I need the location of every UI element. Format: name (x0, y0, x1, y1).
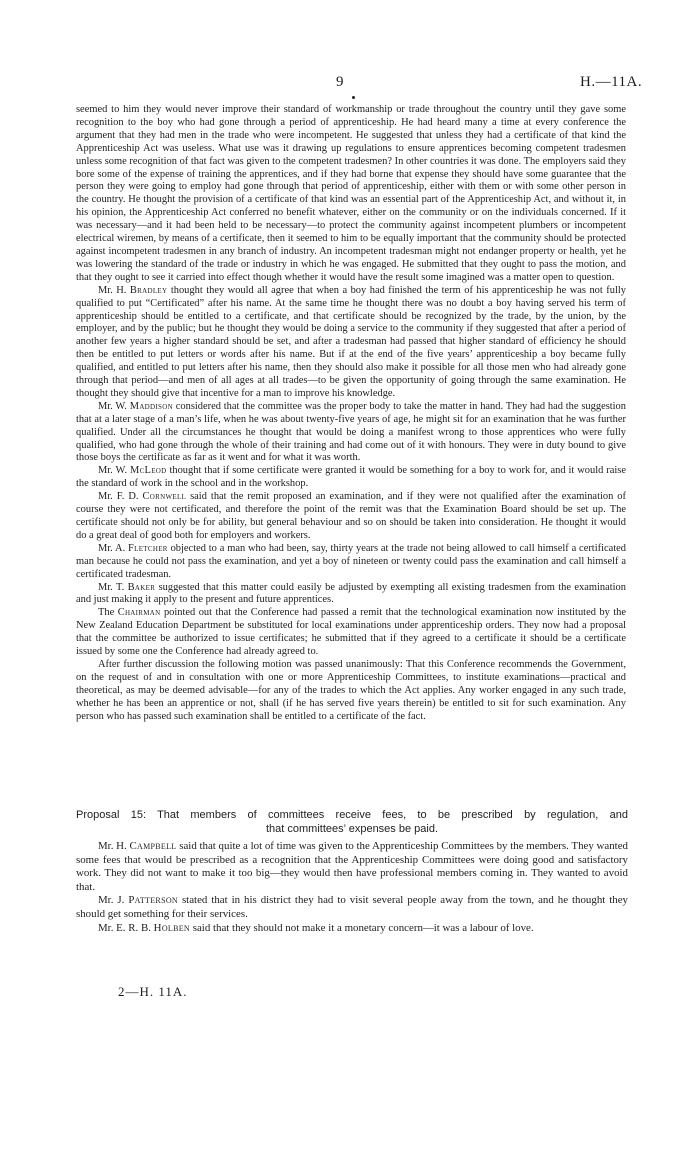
speaker-name: Baker (127, 581, 156, 593)
print-mark (352, 96, 355, 99)
speaker-name: Bradley (129, 284, 168, 296)
paragraph-fletcher (76, 543, 626, 582)
paragraph-text: objected to a man who had been, say, thirty years at the trade not being allowed to call himself a certificated man because he could not pass the examination, and yet a boy of nineteen or twenty could pass the examination and call himself a certificated tradesman. (76, 542, 626, 580)
paragraph-campbell (76, 840, 628, 894)
speaker-prefix: Mr. H. (98, 840, 130, 852)
speaker-name: Fletcher (128, 542, 168, 554)
proposal-heading (76, 808, 628, 836)
speaker-name: Patterson (128, 894, 178, 907)
paragraph-text: After further discussion the following motion was passed unanimously: That this Conference recommends the Government, on the request of and in consultation with one or more Apprenticeship Committees, to institute examinations—practical and theoretical, as may be deemed advisable—for any of the trades to which the Act applies. Any worker engaged in any such trade, whether he has been an apprentice or not, shall (if he has served five years therein) be entitled to sit for such examination. Any person who has passed such examination shall be entitled to a certificate of the fact. (76, 658, 626, 722)
proposal-line-1: Proposal 15: That members of committees receive fees, to be prescribed by regulation, and (76, 809, 628, 821)
paragraph-patterson (76, 894, 628, 921)
paragraph-text: thought they would all agree that when a boy had finished the term of his apprenticeship he was not fully qualified to put “Certificated” after his name. At the same time he thought there was no doubt a boy having served his term of apprenticeship should be entitled to a certificate, and that certificate should be recognized by the trade, by the union, by the employer, and by the public; but he thought they would be doing a service to the community if they suggested that after a period of another few years a higher standard should be set, and after a tradesman had passed that higher standard of efficiency he should then be entitled to put letters or words after his name. But if at the end of the five years’ apprenticeship a boy became fully qualified, and entitled to put letters after his name, then they should also make it possible for all those men who had already gone through that period—and men of all ages at all trades—to be given the opportunity of going through the same examination. He thought they should give that incentive for a man to improve his knowledge. (76, 284, 626, 399)
speaker-prefix: Mr. W. (98, 400, 130, 412)
page-header (0, 74, 700, 94)
paragraph-bradley (76, 285, 626, 401)
paragraph-text: said that the remit proposed an examination, and if they were not qualified after the examination of course they were not certificated, and therefore the point of the remit was that the Examination Board should be set up. The certificate should not only be for ability, but general behaviour and so on should be taken into consideration. He thought it would do a great deal of good both for employers and workers. (76, 491, 627, 541)
paragraph-text: stated that in his district they had to visit several people away from the town, and he thought they should get something for their services. (76, 894, 629, 920)
paragraph-mcleod (76, 465, 626, 491)
speaker-name: Cornwell (142, 491, 187, 503)
speaker-prefix: Mr. H. (98, 284, 130, 296)
page-number: 9 (336, 74, 344, 90)
speaker-prefix: Mr. T. (98, 581, 128, 593)
paragraph-continued (76, 104, 626, 285)
speaker-prefix: Mr. E. R. B. (98, 921, 154, 934)
proposal-line-2: that committees’ expenses be paid. (265, 823, 439, 835)
paragraph-motion (76, 659, 626, 724)
speaker-prefix: Mr. F. D. (98, 491, 143, 503)
paragraph-text: seemed to him they would never improve their standard of workmanship or trade throughout the country until they gave some recognition to the boy who had gone through a period of apprenticeship. He had heard many a time at every conference the argument that they had men in the trade who were incompetent. He suggested that unless they had a certificate of that kind the Apprenticeship Act was useless. What use was it drawing up regulations to ensure apprentices becoming competent tradesmen unless some recognition of that fact was given to the competent tradesmen? In other countries it was done. The employers said they bore some of the expense of training the apprentices, and if they had borne that expense they should have some guarantee that the person they were going to employ had gone through that period of apprenticeship, either with them or with some other person in the country. He thought the provision of a certificate of that kind was an essential part of the Apprenticeship Act, and without it, in his opinion, the Apprenticeship Act conferred no benefit whatever, either on the community or on the individuals concerned. If it was necessary—and it had been held to be necessary—to protect the community against incompetent plumbers or incompetent electrical wiremen, by means of a certificate, then it seemed to him to be equally important that the community should be protected against incompetent tradesmen in any branch of industry. An incompetent tradesman might not endanger property or health, yet he was lowering the standard of the trade or industry in which he was engaged. He submitted that they ought to pass the motion, and that they ought to see it carried into effect though whether it would have the result some imagined was a matter open to question. (76, 104, 626, 283)
speaker-prefix: Mr. W. (98, 465, 130, 477)
paragraph-text: considered that the committee was the proper body to take the matter in hand. They had had the suggestion that at a later stage of a man’s life, when he was about twenty-five years of age, he might sit for an examination that he was further qualified. Under all the circumstances he thought that would be doing a manifest wrong to those apprentices who were fully qualified, who had gone through the whole of their training and had come out of it with honours. They were in duty bound to give those boys the certificate as far as it went and for what it was worth. (76, 400, 626, 464)
proposal-discussion (76, 840, 628, 935)
paragraph-baker (76, 582, 626, 608)
discussion-body (76, 104, 626, 724)
document-reference: H.—11A. (580, 74, 643, 90)
speaker-prefix: Mr. A. (98, 542, 129, 554)
speaker-name: McLeod (130, 465, 167, 477)
paragraph-chairman (76, 607, 626, 659)
paragraph-text: thought that if some certificate were granted it would be something for a boy to work for, and it would raise the standard of work in the school and in the workshop. (76, 465, 626, 490)
paragraph-text: suggested that this matter could easily be adjusted by exempting all existing tradesmen from the examination and just making it apply to the present and future apprentices. (76, 581, 626, 606)
paragraph-text: said that quite a lot of time was given to the Apprenticeship Committees by the members. They wanted some fees that would be prescribed as a recognition that the Apprenticeship Committees were doing good and satisfactory work. They did not want to make it too big—they would then have professional members coming in. They wanted to avoid that. (76, 840, 628, 893)
speaker-name: Campbell (129, 840, 177, 852)
speaker-prefix: Mr. J. (98, 894, 129, 907)
paragraph-maddison (76, 401, 626, 466)
speaker-name: Holben (153, 921, 191, 934)
paragraph-cornwell (76, 491, 626, 543)
speaker-name: Chairman (117, 607, 161, 619)
speaker-name: Maddison (129, 400, 173, 412)
paragraph-text: pointed out that the Conference had passed a remit that the technological examination now instituted by the New Zealand Education Department be substituted for local examinations under apprenticeship orders. They now had a proposal that the committee be authorized to issue certificates; he submitted that if they agreed to a certificate it should be a certificate issued by some one the Conference had already agreed to. (76, 607, 627, 658)
paragraph-holben (76, 922, 628, 936)
paragraph-text: said that they should not make it a monetary concern—it was a labour of love. (190, 921, 534, 934)
speaker-prefix: The (98, 607, 118, 619)
signature-mark: 2—H. 11A. (118, 984, 188, 999)
